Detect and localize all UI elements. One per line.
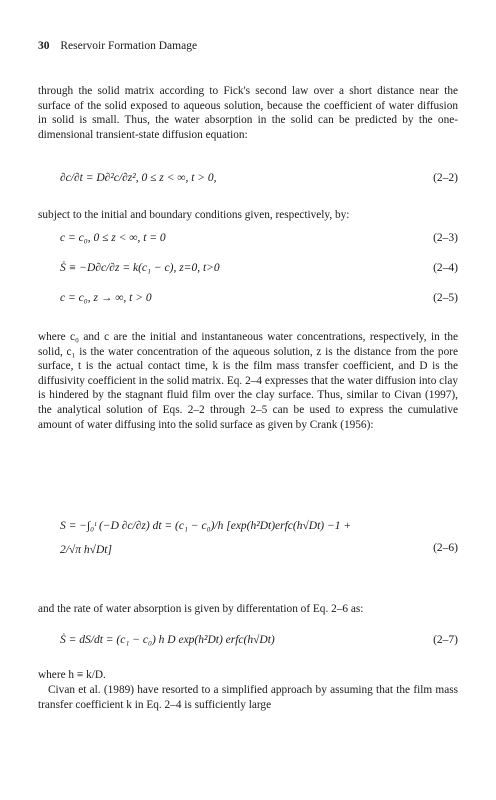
paragraph-4-text: and the rate of water absorption is given by differentation of Eq. 2–6 as: <box>38 603 364 615</box>
paragraph-1 <box>38 84 458 142</box>
equation-2-2-number: (2–2) <box>433 172 458 184</box>
equation-2-6-body: S = −∫₀ᵗ (−D ∂c/∂z) dt = (c₁ − c₀)/h [exp(h²Dt)erfc(h√Dt) −1 + 2/√π h√Dt] <box>60 520 352 556</box>
equation-2-7-number: (2–7) <box>433 634 458 646</box>
equation-2-5-body: c = c₀, z → ∞, t > 0 <box>60 292 152 304</box>
equation-2-7 <box>38 634 458 654</box>
equation-2-6-number: (2–6) <box>433 542 458 554</box>
equation-2-3 <box>38 232 458 252</box>
paragraph-5 <box>38 668 458 683</box>
equation-2-5-number: (2–5) <box>433 292 458 304</box>
equation-2-4 <box>38 262 458 282</box>
paragraph-1-text: through the solid matrix according to Fick's second law over a short distance near the surface of the solid exposed to aqueous solution, because the coefficient of water diffusion in solid is small. Thus, the water absorption in the solid can be predicted by the one-dimensional transient-state diffusion equation: <box>38 85 458 141</box>
equation-2-3-number: (2–3) <box>433 232 458 244</box>
paragraph-2-text: subject to the initial and boundary conditions given, respectively, by: <box>38 209 350 221</box>
equation-2-4-body: Ṡ ≡ −D∂c/∂z = k(c₁ − c), z=0, t>0 <box>60 262 220 274</box>
paragraph-2 <box>38 208 458 223</box>
equation-2-6 <box>38 494 458 580</box>
paragraph-5-text: where h ≡ k/D. <box>38 669 106 681</box>
equation-2-5 <box>38 292 458 312</box>
equation-2-2 <box>38 172 458 192</box>
equation-2-4-number: (2–4) <box>433 262 458 274</box>
running-header <box>38 40 197 52</box>
paragraph-3-text: where c₀ and c are the initial and instantaneous water concentrations, respectively, in the solid, c₁ is the water concentration of the aqueous solution, z is the distance from the pore surface, t is the actual contact time, k is the film mass transfer coefficient, and D is the diffusivity coefficient in the solid matrix. Eq. 2–4 expresses that the water diffusion into clay is hindered by the stagnant fluid film over the clay surface. Thus, similar to Civan (1997), the analytical solution of Eqs. 2–2 through 2–5 can be used to express the cumulative amount of water diffusing into the solid surface as given by Crank (1956): <box>38 331 458 431</box>
paragraph-4 <box>38 602 458 617</box>
paragraph-6-text: Civan et al. (1989) have resorted to a simplified approach by assuming that the film mass transfer coefficient k in Eq. 2–4 is sufficiently large <box>38 684 458 711</box>
equation-2-7-body: Ṡ = dS/dt = (c₁ − c₀) h D exp(h²Dt) erfc(h√Dt) <box>60 634 275 646</box>
paragraph-3 <box>38 330 458 432</box>
page-number: 30 <box>38 40 50 52</box>
equation-2-3-body: c = c₀, 0 ≤ z < ∞, t = 0 <box>60 232 166 244</box>
equation-2-2-body: ∂c/∂t = D∂²c/∂z², 0 ≤ z < ∞, t > 0, <box>60 172 217 184</box>
paragraph-6 <box>38 683 458 712</box>
running-title: Reservoir Formation Damage <box>60 40 198 52</box>
